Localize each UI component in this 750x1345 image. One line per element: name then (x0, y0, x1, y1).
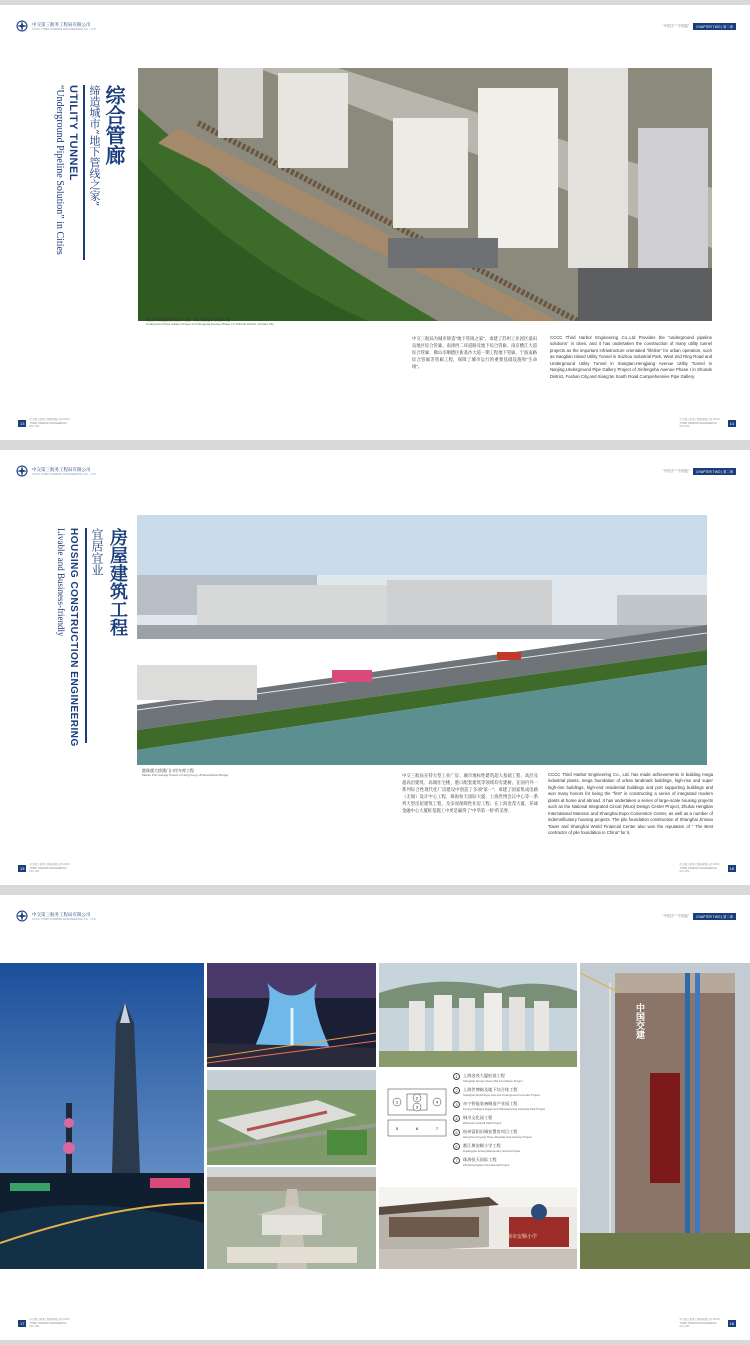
map-marker-2: 2 (415, 1095, 419, 1101)
caption-en: Underground Pipe Gallery Project of Xinfengsha Avenue Phase I in Shunde District, Foshan City (146, 322, 274, 327)
company-name-en: CCCC THIRD HARBOR ENGINEERING CO., LTD. (32, 27, 97, 31)
chapter-text: “中国天” “中国蓝” (662, 24, 690, 28)
macau-port-garage-photo (137, 515, 707, 765)
project-name-cn: 都江堰安顺小学工程 (463, 1143, 501, 1148)
list-item (453, 1129, 575, 1139)
project-number: 2 (453, 1087, 460, 1094)
company-name-cn: 中交第三航务工程局有限公司 (32, 21, 91, 27)
chapter-badge: CHAPTER TWO | 第二章 (693, 468, 736, 475)
project-name-en: Dujiangyan Anfeng Elementary School Project (463, 1149, 521, 1153)
map-marker-4: 4 (435, 1099, 439, 1105)
project-name-en: Funing Intelligent Equipment Manufacturing Industrial Park Project (463, 1107, 546, 1111)
page-number-left: 15 (20, 865, 25, 871)
utility-tunnel-aerial-photo (138, 68, 712, 321)
company-logo (16, 20, 97, 32)
project-number: 7 (453, 1157, 460, 1164)
tower-banner: 中国交建 (634, 1003, 644, 1039)
body-text-en: CCCC Third Harbor Engineering Co., Ltd. has made achievements in building mega industrial plants, mega foundation of urban landmark buildings, high-rise and super high-rise buildings, high-end residential buildings and port supporting buildings and won many honors for being the “first” in constructing a series of integrated modern plants at home and abroad. It has undertaken a series of large-scale housing projects such as the National Integrated Circuit (Wuxi) Design Center Project, Zhuhai Hengtian International Mansion and Shanghai Expo Convention Center, as well as a number of indemnificatory housing projects. The pile foundation construction of Shanghai Jinmao Tower and Shanghai World Financial Center also won the reputation of “ The Best contractor of pile foundation in China” for it. (548, 772, 713, 835)
funing-industrial-park-photo (207, 1070, 376, 1165)
chapter-marker (662, 468, 736, 475)
page-number-right: 14 (729, 420, 734, 426)
chapter-marker (662, 913, 736, 920)
spread-housing-construction (0, 450, 750, 885)
list-item (453, 1087, 575, 1097)
body-text-cn: 中交三航局在特大型工业厂房、城市地标性建筑超大基础工程、高层及超高层建筑、高端住宅楼、港口配套建筑等领域均有建树。在国内外一系列综合性现代化厂房建设中创造了多项“第一”；承建了国家集成电路（无锡）设计中心工程、珠海恒天国际大厦、上海世博会议中心等一系列大型房屋建筑工程，及多项保障性住房工程；在上海金茂大厦、环球金融中心大厦桩基施工中更是赢得了“中华第一桩”的美誉。 (402, 773, 538, 814)
spread-utility-tunnel (0, 5, 750, 440)
company-name-en: CCCC THIRD HARBOR ENGINEERING CO., LTD. (32, 472, 97, 476)
footer-right (680, 1318, 736, 1328)
map-marker-5: 5 (395, 1126, 399, 1131)
project-name-cn: 杭州富阳旧城安置房项目工程 (463, 1129, 518, 1134)
photo-caption (142, 768, 228, 777)
map-marker-7: 7 (435, 1126, 439, 1131)
list-item (453, 1115, 575, 1125)
map-marker-1: 1 (395, 1099, 399, 1105)
spread-housing-projects (0, 895, 750, 1340)
chapter-marker (662, 23, 736, 30)
page-number-right: 16 (729, 865, 734, 871)
company-logo (16, 465, 97, 477)
project-name-cn: 珠海恒天国际工程 (463, 1157, 497, 1162)
site-map-diagram (387, 1088, 447, 1138)
project-name-cn: 上海金茂大厦桩基工程 (463, 1073, 505, 1078)
project-number: 1 (453, 1073, 460, 1080)
expo-axis-photo (207, 963, 376, 1067)
footer-left (18, 418, 74, 428)
page-title-en: UTILITY TUNNEL (67, 85, 79, 182)
project-name-cn: 上海世博轴及地下综合体工程 (463, 1087, 518, 1092)
footer-text-right: 中交第三航务工程局有限公司 CCCC THIRD HARBOR ENGINEERING CO.,LTD. (679, 1318, 720, 1328)
title-divider (83, 85, 85, 260)
project-number: 3 (453, 1101, 460, 1108)
company-name-en: CCCC THIRD HARBOR ENGINEERING CO., LTD. (32, 917, 97, 921)
company-name-cn: 中交第三航务工程局有限公司 (32, 911, 91, 917)
list-item (453, 1143, 575, 1153)
anfeng-school-photo (379, 1187, 577, 1269)
project-list (453, 1073, 575, 1171)
jinmao-tower-photo (0, 963, 204, 1269)
project-name-cn: 铜川文化园工程 (463, 1115, 493, 1120)
caption-cn: 佛山市顺德区新基沙大道一期工程地下管廊工程 (146, 317, 230, 322)
list-item (453, 1101, 575, 1111)
body-text-en: CCCC Third Harbor Engineering Co.,Ltd Provides the “underground pipeline solutions” in cities, and it has undertaken the construction of many utility tunnel projects as the important infrastructure orientated “lifeline” for urban operation, such as Sangtian Island Utility Tunnel in Suzhou Industrial Park, West 2nd Ring Road and Underground Utility Tunnel in Xiangtan,Hengjiang Avenue Utility Tunnel in Nanjing,Underground Pipe Gallery Project of Xinfengsha Avenue Phase I in Shunde District, Foshan City,and Xiang’an South Road Comprehensive Pipe Gallery. (550, 335, 712, 379)
fuyang-housing-photo (379, 963, 577, 1067)
caption-cn: 港珠澳大桥澳门口岸车库工程 (142, 768, 194, 773)
caption-en: Macau Port Garage Project of Hong Kong -Zhuhai-Macau Bridge (142, 773, 229, 778)
list-item (453, 1073, 575, 1083)
page-title-en: HOUSING CONSTRUCTION ENGINEERING (68, 528, 79, 747)
project-number: 4 (453, 1115, 460, 1122)
project-name-cn: 阜宁智能装备制造产业园工程 (463, 1101, 518, 1106)
footer-right (680, 418, 736, 428)
photo-caption (146, 317, 274, 326)
page-subtitle-cn: 宜居宜业 (90, 528, 104, 576)
list-item (453, 1157, 575, 1167)
chapter-badge: CHAPTER TWO | 第二章 (693, 913, 736, 920)
cultural-park-photo (207, 1167, 376, 1269)
title-divider (85, 528, 87, 743)
company-name-cn: 中交第三航务工程局有限公司 (32, 466, 91, 472)
project-number: 5 (453, 1129, 460, 1136)
page-number-right: 18 (729, 1320, 734, 1326)
page-subtitle-en: Livable and Business-friendly (56, 528, 66, 637)
footer-right (680, 863, 736, 873)
footer-text-left: 中交第三航务工程局有限公司 CCCC THIRD HARBOR ENGINEERING CO.,LTD. (29, 418, 70, 428)
footer-text-right: 中交第三航务工程局有限公司 CCCC THIRD HARBOR ENGINEERING CO.,LTD. (679, 863, 720, 873)
map-marker-6: 6 (415, 1126, 419, 1131)
footer-text-right: 中交第三航务工程局有限公司 CCCC THIRD HARBOR ENGINEERING CO.,LTD. (679, 418, 720, 428)
chapter-text: “中国天” “中国蓝” (662, 469, 690, 473)
body-text-cn: 中交三航局为城市缔造“地下管线之家”，承建了苏州工业园区桑田岛地区综合管廊、南津西二环道路及地下综合管廊、南京横江大道综合管廊、佛山市顺德区新基沙大道一期工程地下管廊、宁波南路综合管廊等管廊工程，保障了城市运行的重要基础设施和“生命线”。 (412, 336, 537, 370)
map-marker-3: 3 (415, 1104, 419, 1110)
compass-logo-icon (16, 20, 28, 32)
compass-logo-icon (16, 910, 28, 922)
project-name-en: Shanghai World Expo Axis and Underground Complex Project (463, 1093, 540, 1097)
school-sign: 都江堰市安顺小学 (497, 1234, 538, 1240)
chapter-text: “中国天” “中国蓝” (662, 914, 690, 918)
project-name-en: Wuchuan Cultural Park Project (463, 1121, 502, 1125)
project-number: 6 (453, 1143, 460, 1150)
compass-logo-icon (16, 465, 28, 477)
footer-left (18, 863, 74, 873)
page-subtitle-cn: 缔造城市“地下管线之家” (88, 85, 101, 207)
page-number-left: 17 (20, 1320, 25, 1326)
footer-text-left: 中交第三航务工程局有限公司 CCCC THIRD HARBOR ENGINEERING CO.,LTD. (29, 1318, 70, 1328)
project-name-en: Hangzhou Fuyang Three-Resettlement Housing Project (463, 1135, 532, 1139)
project-name-en: Shanghai Jinmao Tower Pile Foundation Project (463, 1079, 523, 1083)
chapter-badge: CHAPTER TWO | 第二章 (693, 23, 736, 30)
footer-text-left: 中交第三航务工程局有限公司 CCCC THIRD HARBOR ENGINEERING CO.,LTD. (29, 863, 70, 873)
page-title-cn: 综合管廊 (102, 85, 126, 165)
project-name-en: Zhuhai Hengtian International Project (463, 1163, 510, 1167)
hengtian-tower-photo (580, 963, 750, 1269)
footer-left (18, 1318, 74, 1328)
page-number-left: 13 (20, 420, 25, 426)
page-title-cn: 房屋建筑工程 (107, 528, 128, 636)
company-logo (16, 910, 97, 922)
page-subtitle-en: “Underground Pipeline Solution” in Cities (54, 85, 65, 255)
